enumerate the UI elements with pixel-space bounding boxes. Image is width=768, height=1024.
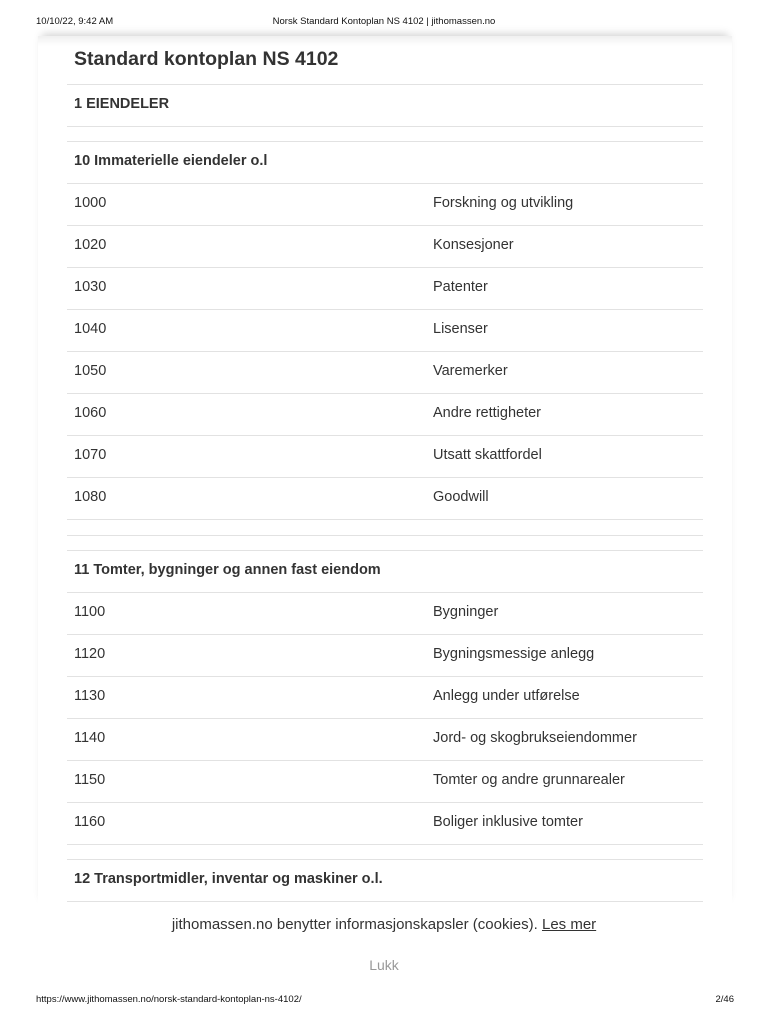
table-row xyxy=(67,267,703,309)
spacer-row xyxy=(67,535,703,551)
account-code: 1120 xyxy=(74,646,106,662)
account-name: Utsatt skattfordel xyxy=(433,447,542,463)
close-cookie-button[interactable]: Lukk xyxy=(369,957,399,973)
table-row xyxy=(67,477,703,519)
account-code: 1020 xyxy=(74,237,107,253)
group-heading-row xyxy=(67,859,703,901)
spacer-row xyxy=(67,519,703,535)
table-row xyxy=(67,435,703,477)
account-name: Lisenser xyxy=(433,321,488,337)
group-heading: 11 Tomter, bygninger og annen fast eiendom xyxy=(74,562,381,578)
account-name: Andre rettigheter xyxy=(433,405,542,421)
account-name: Bygningsmessige anlegg xyxy=(433,646,595,662)
spacer-row xyxy=(67,901,703,908)
account-name: Forskning og utvikling xyxy=(433,195,574,211)
account-code: 1040 xyxy=(74,321,107,337)
page-number: 2/46 xyxy=(715,994,734,1005)
main-section-label: 1 EIENDELER xyxy=(74,96,170,112)
table-row xyxy=(67,183,703,225)
account-name: Anlegg under utførelse xyxy=(433,688,580,704)
group-heading-row xyxy=(67,141,703,183)
account-code: 1130 xyxy=(74,688,106,704)
account-code: 1160 xyxy=(74,814,106,830)
account-name: Jord- og skogbrukseiendommer xyxy=(433,730,637,746)
account-code: 1050 xyxy=(74,363,107,379)
print-datetime: 10/10/22, 9:42 AM xyxy=(36,16,114,27)
cookie-banner xyxy=(0,908,768,990)
group-heading-row xyxy=(67,550,703,592)
account-name: Konsesjoner xyxy=(433,237,514,253)
account-code: 1140 xyxy=(74,730,106,746)
account-code: 1080 xyxy=(74,489,107,505)
print-header xyxy=(0,16,768,30)
account-code: 1100 xyxy=(74,604,106,620)
account-name: Bygninger xyxy=(433,604,499,620)
cookie-text: jithomassen.no benytter informasjonskapsler (cookies). xyxy=(171,916,538,933)
table-row xyxy=(67,718,703,760)
account-code: 1060 xyxy=(74,405,107,421)
cookie-message xyxy=(0,916,768,933)
table-row xyxy=(67,760,703,802)
page-content xyxy=(38,36,732,908)
print-url: https://www.jithomassen.no/norsk-standard-kontoplan-ns-4102/ xyxy=(36,994,302,1005)
spacer-row xyxy=(67,844,703,860)
account-name: Tomter og andre grunnarealer xyxy=(433,772,625,788)
read-more-link[interactable]: Les mer xyxy=(541,916,597,933)
account-code: 1070 xyxy=(74,447,107,463)
top-shadow xyxy=(38,36,732,46)
spacer-row xyxy=(67,126,703,142)
table-row xyxy=(67,676,703,718)
print-doc-title: Norsk Standard Kontoplan NS 4102 | jithomassen.no xyxy=(272,16,496,27)
main-section-row xyxy=(67,84,703,126)
account-code: 1150 xyxy=(74,772,106,788)
table-row xyxy=(67,634,703,676)
account-name: Boliger inklusive tomter xyxy=(433,814,583,830)
account-code: 1030 xyxy=(74,279,107,295)
account-name: Goodwill xyxy=(433,489,489,505)
group-heading: 10 Immaterielle eiendeler o.l xyxy=(74,153,268,169)
print-footer xyxy=(0,994,768,1008)
account-name: Patenter xyxy=(433,279,488,295)
table-row xyxy=(67,802,703,844)
account-name: Varemerker xyxy=(433,363,508,379)
table-row xyxy=(67,351,703,393)
group-heading: 12 Transportmidler, inventar og maskiner o.l. xyxy=(74,871,383,887)
account-code: 1000 xyxy=(74,195,107,211)
page-title: Standard kontoplan NS 4102 xyxy=(74,48,339,70)
table-row xyxy=(67,592,703,634)
table-row xyxy=(67,309,703,351)
table-row xyxy=(67,393,703,435)
table-row xyxy=(67,225,703,267)
